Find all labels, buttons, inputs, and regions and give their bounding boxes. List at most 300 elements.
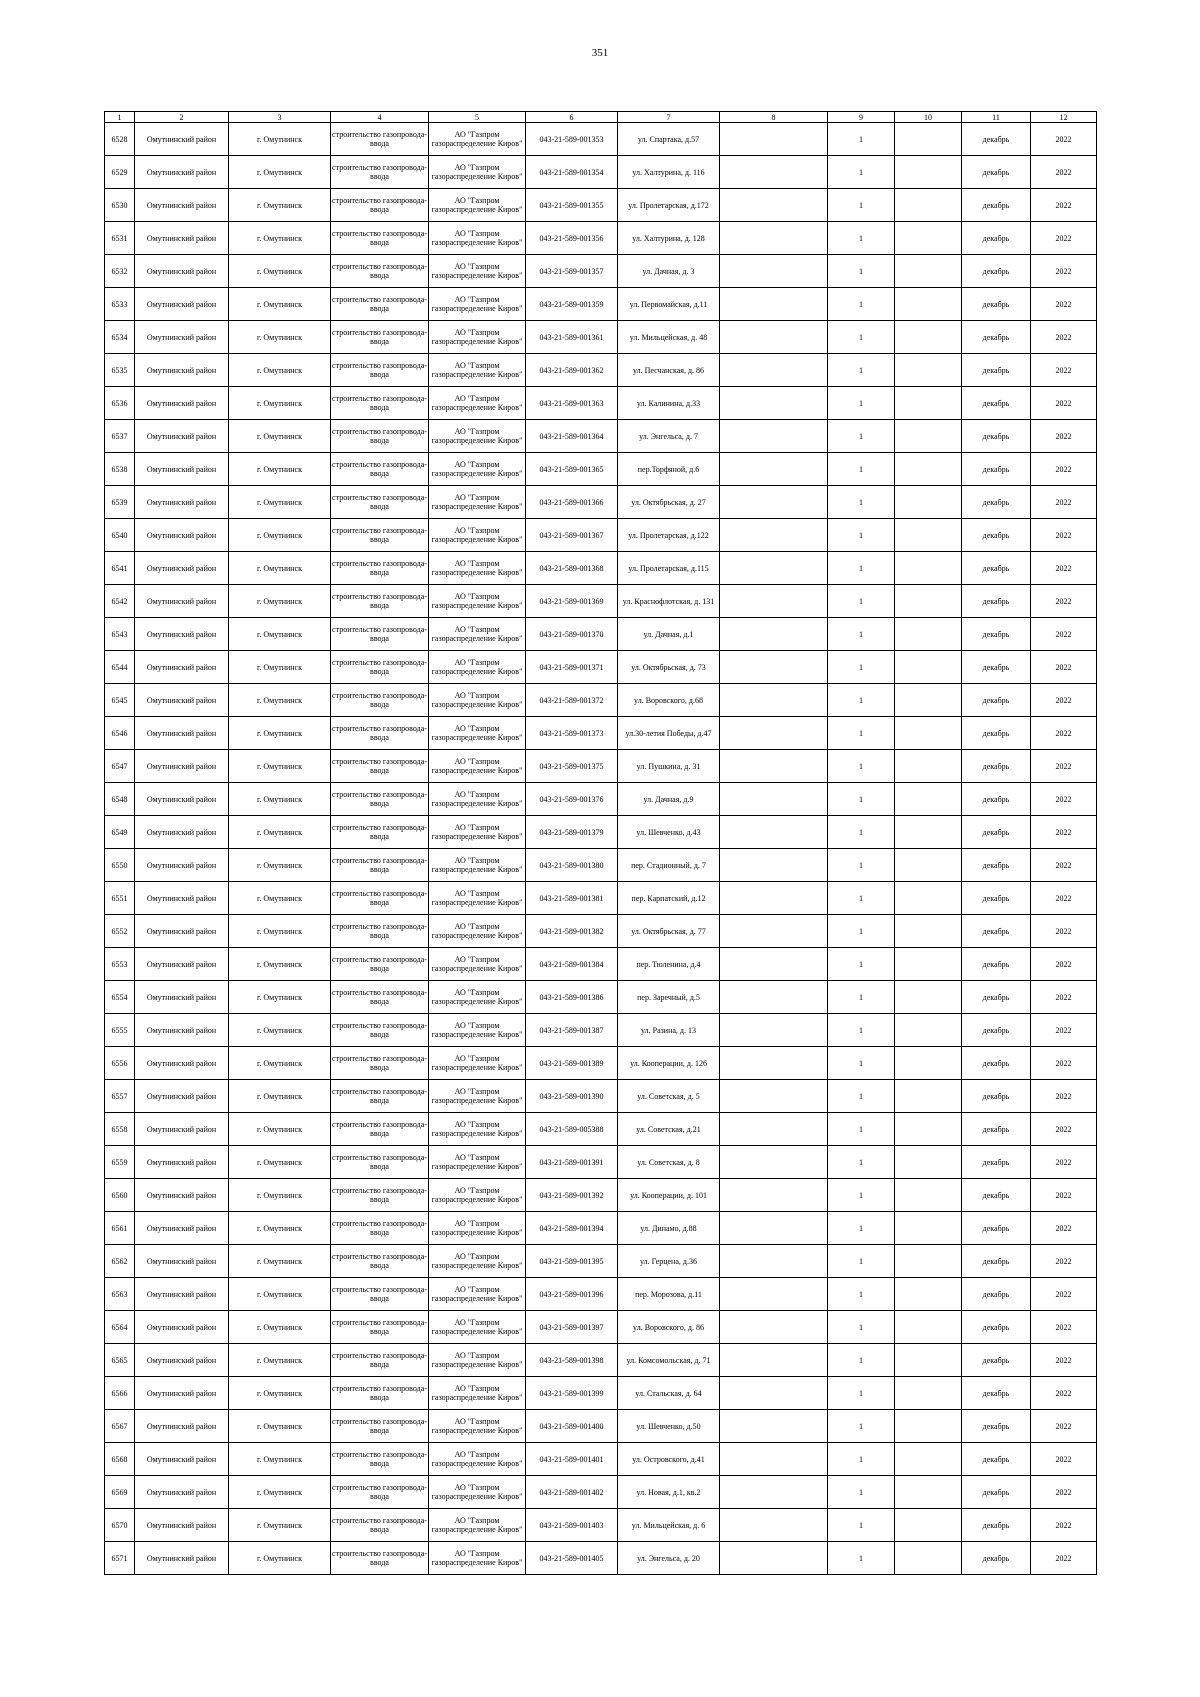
empty-column-10-cell xyxy=(895,750,962,783)
address-cell: ул. Стальская, д. 64 xyxy=(618,1377,720,1410)
table-row xyxy=(105,321,1097,354)
quantity-cell: 1 xyxy=(828,1542,895,1575)
row-number-cell: 6536 xyxy=(105,387,135,420)
month-cell: декабрь xyxy=(962,486,1031,519)
year-cell: 2022 xyxy=(1031,948,1097,981)
year-cell: 2022 xyxy=(1031,1278,1097,1311)
empty-column-8-cell xyxy=(720,618,828,651)
district-cell: Омутнинский район xyxy=(135,189,229,222)
column-header-7: 7 xyxy=(618,112,720,123)
year-cell: 2022 xyxy=(1031,1542,1097,1575)
locality-cell: г. Омутнинск xyxy=(229,1080,331,1113)
quantity-cell: 1 xyxy=(828,684,895,717)
month-cell: декабрь xyxy=(962,1410,1031,1443)
locality-cell: г. Омутнинск xyxy=(229,750,331,783)
empty-column-10-cell xyxy=(895,189,962,222)
district-cell: Омутнинский район xyxy=(135,882,229,915)
table-row xyxy=(105,618,1097,651)
year-cell: 2022 xyxy=(1031,1410,1097,1443)
organization-cell: АО "Газпром газораспределение Киров" xyxy=(429,453,526,486)
row-number-cell: 6539 xyxy=(105,486,135,519)
quantity-cell: 1 xyxy=(828,1047,895,1080)
table-row xyxy=(105,1311,1097,1344)
year-cell: 2022 xyxy=(1031,1344,1097,1377)
month-cell: декабрь xyxy=(962,354,1031,387)
district-cell: Омутнинский район xyxy=(135,1179,229,1212)
organization-cell: АО "Газпром газораспределение Киров" xyxy=(429,915,526,948)
month-cell: декабрь xyxy=(962,1146,1031,1179)
district-cell: Омутнинский район xyxy=(135,486,229,519)
district-cell: Омутнинский район xyxy=(135,552,229,585)
address-cell: ул. Мильцейская, д. 6 xyxy=(618,1509,720,1542)
organization-cell: АО "Газпром газораспределение Киров" xyxy=(429,816,526,849)
organization-cell: АО "Газпром газораспределение Киров" xyxy=(429,1212,526,1245)
quantity-cell: 1 xyxy=(828,123,895,156)
registry-number-cell: 043-21-589-001371 xyxy=(526,651,618,684)
year-cell: 2022 xyxy=(1031,816,1097,849)
month-cell: декабрь xyxy=(962,387,1031,420)
table-body xyxy=(105,123,1097,1575)
row-number-cell: 6567 xyxy=(105,1410,135,1443)
table-header xyxy=(105,112,1097,123)
work-type-cell: строительство газопровода-ввода xyxy=(331,1377,429,1410)
table-row xyxy=(105,453,1097,486)
work-type-cell: строительство газопровода-ввода xyxy=(331,849,429,882)
organization-cell: АО "Газпром газораспределение Киров" xyxy=(429,948,526,981)
registry-number-cell: 043-21-589-001400 xyxy=(526,1410,618,1443)
organization-cell: АО "Газпром газораспределение Киров" xyxy=(429,288,526,321)
work-type-cell: строительство газопровода-ввода xyxy=(331,453,429,486)
empty-column-10-cell xyxy=(895,618,962,651)
table-row xyxy=(105,1344,1097,1377)
row-number-cell: 6563 xyxy=(105,1278,135,1311)
year-cell: 2022 xyxy=(1031,684,1097,717)
district-cell: Омутнинский район xyxy=(135,783,229,816)
empty-column-10-cell xyxy=(895,288,962,321)
empty-column-10-cell xyxy=(895,783,962,816)
organization-cell: АО "Газпром газораспределение Киров" xyxy=(429,1377,526,1410)
table-row xyxy=(105,1179,1097,1212)
address-cell: ул. Островского, д.41 xyxy=(618,1443,720,1476)
empty-column-8-cell xyxy=(720,1311,828,1344)
empty-column-10-cell xyxy=(895,387,962,420)
row-number-cell: 6559 xyxy=(105,1146,135,1179)
table-row xyxy=(105,750,1097,783)
address-cell: ул. Спартака, д.57 xyxy=(618,123,720,156)
empty-column-8-cell xyxy=(720,1410,828,1443)
address-cell: ул. Первомайская, д.11 xyxy=(618,288,720,321)
work-type-cell: строительство газопровода-ввода xyxy=(331,1542,429,1575)
empty-column-8-cell xyxy=(720,915,828,948)
month-cell: декабрь xyxy=(962,1047,1031,1080)
empty-column-8-cell xyxy=(720,882,828,915)
column-header-11: 11 xyxy=(962,112,1031,123)
work-type-cell: строительство газопровода-ввода xyxy=(331,486,429,519)
column-header-10: 10 xyxy=(895,112,962,123)
quantity-cell: 1 xyxy=(828,486,895,519)
registry-number-cell: 043-21-589-001401 xyxy=(526,1443,618,1476)
locality-cell: г. Омутнинск xyxy=(229,1542,331,1575)
locality-cell: г. Омутнинск xyxy=(229,882,331,915)
empty-column-8-cell xyxy=(720,1476,828,1509)
organization-cell: АО "Газпром газораспределение Киров" xyxy=(429,354,526,387)
table-row xyxy=(105,288,1097,321)
row-number-cell: 6555 xyxy=(105,1014,135,1047)
locality-cell: г. Омутнинск xyxy=(229,123,331,156)
locality-cell: г. Омутнинск xyxy=(229,1146,331,1179)
address-cell: ул. Калинина, д.33 xyxy=(618,387,720,420)
year-cell: 2022 xyxy=(1031,585,1097,618)
month-cell: декабрь xyxy=(962,552,1031,585)
year-cell: 2022 xyxy=(1031,1476,1097,1509)
row-number-cell: 6554 xyxy=(105,981,135,1014)
work-type-cell: строительство газопровода-ввода xyxy=(331,750,429,783)
month-cell: декабрь xyxy=(962,519,1031,552)
quantity-cell: 1 xyxy=(828,552,895,585)
district-cell: Омутнинский район xyxy=(135,1047,229,1080)
empty-column-10-cell xyxy=(895,1410,962,1443)
registry-number-cell: 043-21-589-001392 xyxy=(526,1179,618,1212)
registry-number-cell: 043-21-589-001395 xyxy=(526,1245,618,1278)
organization-cell: АО "Газпром газораспределение Киров" xyxy=(429,981,526,1014)
row-number-cell: 6533 xyxy=(105,288,135,321)
empty-column-10-cell xyxy=(895,486,962,519)
district-cell: Омутнинский район xyxy=(135,387,229,420)
locality-cell: г. Омутнинск xyxy=(229,387,331,420)
quantity-cell: 1 xyxy=(828,1443,895,1476)
month-cell: декабрь xyxy=(962,651,1031,684)
organization-cell: АО "Газпром газораспределение Киров" xyxy=(429,783,526,816)
month-cell: декабрь xyxy=(962,1443,1031,1476)
locality-cell: г. Омутнинск xyxy=(229,156,331,189)
empty-column-10-cell xyxy=(895,1113,962,1146)
row-number-cell: 6558 xyxy=(105,1113,135,1146)
address-cell: ул. Песчанская, д. 86 xyxy=(618,354,720,387)
table-row xyxy=(105,486,1097,519)
month-cell: декабрь xyxy=(962,684,1031,717)
row-number-cell: 6528 xyxy=(105,123,135,156)
month-cell: декабрь xyxy=(962,981,1031,1014)
work-type-cell: строительство газопровода-ввода xyxy=(331,1278,429,1311)
column-header-8: 8 xyxy=(720,112,828,123)
work-type-cell: строительство газопровода-ввода xyxy=(331,1476,429,1509)
year-cell: 2022 xyxy=(1031,1212,1097,1245)
month-cell: декабрь xyxy=(962,1080,1031,1113)
address-cell: ул. Советская, д. 5 xyxy=(618,1080,720,1113)
organization-cell: АО "Газпром газораспределение Киров" xyxy=(429,1179,526,1212)
district-cell: Омутнинский район xyxy=(135,1212,229,1245)
address-cell: ул. Пролетарская, д.115 xyxy=(618,552,720,585)
month-cell: декабрь xyxy=(962,156,1031,189)
year-cell: 2022 xyxy=(1031,354,1097,387)
empty-column-10-cell xyxy=(895,882,962,915)
registry-number-cell: 043-21-589-001361 xyxy=(526,321,618,354)
address-cell: ул. Советская, д. 8 xyxy=(618,1146,720,1179)
quantity-cell: 1 xyxy=(828,1344,895,1377)
table-row xyxy=(105,123,1097,156)
organization-cell: АО "Газпром газораспределение Киров" xyxy=(429,882,526,915)
organization-cell: АО "Газпром газораспределение Киров" xyxy=(429,618,526,651)
month-cell: декабрь xyxy=(962,1476,1031,1509)
empty-column-8-cell xyxy=(720,1344,828,1377)
address-cell: пер. Морозова, д.11 xyxy=(618,1278,720,1311)
empty-column-8-cell xyxy=(720,849,828,882)
month-cell: декабрь xyxy=(962,948,1031,981)
organization-cell: АО "Газпром газораспределение Киров" xyxy=(429,321,526,354)
organization-cell: АО "Газпром газораспределение Киров" xyxy=(429,1476,526,1509)
address-cell: ул. Октябрьская, д. 27 xyxy=(618,486,720,519)
table-row xyxy=(105,1476,1097,1509)
row-number-cell: 6546 xyxy=(105,717,135,750)
address-cell: ул. Советская, д.21 xyxy=(618,1113,720,1146)
locality-cell: г. Омутнинск xyxy=(229,1179,331,1212)
district-cell: Омутнинский район xyxy=(135,1476,229,1509)
month-cell: декабрь xyxy=(962,717,1031,750)
month-cell: декабрь xyxy=(962,123,1031,156)
month-cell: декабрь xyxy=(962,1245,1031,1278)
empty-column-8-cell xyxy=(720,486,828,519)
organization-cell: АО "Газпром газораспределение Киров" xyxy=(429,1344,526,1377)
registry-number-cell: 043-21-589-001399 xyxy=(526,1377,618,1410)
quantity-cell: 1 xyxy=(828,750,895,783)
year-cell: 2022 xyxy=(1031,453,1097,486)
registry-number-cell: 043-21-589-001402 xyxy=(526,1476,618,1509)
organization-cell: АО "Газпром газораспределение Киров" xyxy=(429,1542,526,1575)
district-cell: Омутнинский район xyxy=(135,156,229,189)
month-cell: декабрь xyxy=(962,1377,1031,1410)
registry-number-cell: 043-21-589-001376 xyxy=(526,783,618,816)
work-type-cell: строительство газопровода-ввода xyxy=(331,1245,429,1278)
month-cell: декабрь xyxy=(962,1113,1031,1146)
table-row xyxy=(105,585,1097,618)
registry-number-cell: 043-21-589-001363 xyxy=(526,387,618,420)
district-cell: Омутнинский район xyxy=(135,1410,229,1443)
empty-column-10-cell xyxy=(895,354,962,387)
registry-number-cell: 043-21-589-001357 xyxy=(526,255,618,288)
empty-column-8-cell xyxy=(720,783,828,816)
table-row xyxy=(105,189,1097,222)
row-number-cell: 6543 xyxy=(105,618,135,651)
column-header-12: 12 xyxy=(1031,112,1097,123)
district-cell: Омутнинский район xyxy=(135,1311,229,1344)
row-number-cell: 6549 xyxy=(105,816,135,849)
organization-cell: АО "Газпром газораспределение Киров" xyxy=(429,1245,526,1278)
district-cell: Омутнинский район xyxy=(135,1245,229,1278)
work-type-cell: строительство газопровода-ввода xyxy=(331,1311,429,1344)
empty-column-8-cell xyxy=(720,1278,828,1311)
registry-number-cell: 043-21-589-001391 xyxy=(526,1146,618,1179)
table-row xyxy=(105,156,1097,189)
table-row xyxy=(105,255,1097,288)
table-row xyxy=(105,915,1097,948)
work-type-cell: строительство газопровода-ввода xyxy=(331,981,429,1014)
month-cell: декабрь xyxy=(962,453,1031,486)
year-cell: 2022 xyxy=(1031,1377,1097,1410)
column-header-2: 2 xyxy=(135,112,229,123)
year-cell: 2022 xyxy=(1031,783,1097,816)
table-row xyxy=(105,1377,1097,1410)
registry-number-cell: 043-21-589-001356 xyxy=(526,222,618,255)
work-type-cell: строительство газопровода-ввода xyxy=(331,156,429,189)
address-cell: ул. Шевченко, д.50 xyxy=(618,1410,720,1443)
gas-connection-register-table xyxy=(104,111,1097,1575)
registry-number-cell: 043-21-589-001364 xyxy=(526,420,618,453)
locality-cell: г. Омутнинск xyxy=(229,453,331,486)
registry-number-cell: 043-21-589-001381 xyxy=(526,882,618,915)
quantity-cell: 1 xyxy=(828,1509,895,1542)
locality-cell: г. Омутнинск xyxy=(229,1476,331,1509)
quantity-cell: 1 xyxy=(828,981,895,1014)
district-cell: Омутнинский район xyxy=(135,816,229,849)
locality-cell: г. Омутнинск xyxy=(229,222,331,255)
table-row xyxy=(105,1245,1097,1278)
locality-cell: г. Омутнинск xyxy=(229,1014,331,1047)
empty-column-8-cell xyxy=(720,123,828,156)
row-number-cell: 6570 xyxy=(105,1509,135,1542)
organization-cell: АО "Газпром газораспределение Киров" xyxy=(429,519,526,552)
district-cell: Омутнинский район xyxy=(135,1278,229,1311)
row-number-cell: 6557 xyxy=(105,1080,135,1113)
quantity-cell: 1 xyxy=(828,1212,895,1245)
month-cell: декабрь xyxy=(962,849,1031,882)
month-cell: декабрь xyxy=(962,255,1031,288)
empty-column-8-cell xyxy=(720,189,828,222)
year-cell: 2022 xyxy=(1031,519,1097,552)
empty-column-10-cell xyxy=(895,915,962,948)
work-type-cell: строительство газопровода-ввода xyxy=(331,816,429,849)
row-number-cell: 6550 xyxy=(105,849,135,882)
empty-column-10-cell xyxy=(895,1311,962,1344)
column-header-3: 3 xyxy=(229,112,331,123)
address-cell: ул. Краснофлотская, д. 131 xyxy=(618,585,720,618)
quantity-cell: 1 xyxy=(828,519,895,552)
work-type-cell: строительство газопровода-ввода xyxy=(331,222,429,255)
locality-cell: г. Омутнинск xyxy=(229,915,331,948)
work-type-cell: строительство газопровода-ввода xyxy=(331,255,429,288)
organization-cell: АО "Газпром газораспределение Киров" xyxy=(429,717,526,750)
organization-cell: АО "Газпром газораспределение Киров" xyxy=(429,255,526,288)
quantity-cell: 1 xyxy=(828,156,895,189)
locality-cell: г. Омутнинск xyxy=(229,717,331,750)
quantity-cell: 1 xyxy=(828,1245,895,1278)
table-row xyxy=(105,981,1097,1014)
row-number-cell: 6566 xyxy=(105,1377,135,1410)
work-type-cell: строительство газопровода-ввода xyxy=(331,1509,429,1542)
column-header-5: 5 xyxy=(429,112,526,123)
address-cell: ул. Пушкина, д. 31 xyxy=(618,750,720,783)
row-number-cell: 6571 xyxy=(105,1542,135,1575)
quantity-cell: 1 xyxy=(828,948,895,981)
year-cell: 2022 xyxy=(1031,552,1097,585)
year-cell: 2022 xyxy=(1031,255,1097,288)
district-cell: Омутнинский район xyxy=(135,1113,229,1146)
empty-column-8-cell xyxy=(720,1080,828,1113)
year-cell: 2022 xyxy=(1031,1113,1097,1146)
locality-cell: г. Омутнинск xyxy=(229,1443,331,1476)
registry-number-cell: 043-21-589-001370 xyxy=(526,618,618,651)
column-number-row xyxy=(105,112,1097,123)
work-type-cell: строительство газопровода-ввода xyxy=(331,123,429,156)
locality-cell: г. Омутнинск xyxy=(229,1311,331,1344)
registry-number-cell: 043-21-589-001366 xyxy=(526,486,618,519)
table-row xyxy=(105,387,1097,420)
locality-cell: г. Омутнинск xyxy=(229,816,331,849)
address-cell: ул.30-летия Победы, д.47 xyxy=(618,717,720,750)
locality-cell: г. Омутнинск xyxy=(229,849,331,882)
work-type-cell: строительство газопровода-ввода xyxy=(331,354,429,387)
year-cell: 2022 xyxy=(1031,1443,1097,1476)
empty-column-8-cell xyxy=(720,981,828,1014)
page-number: 351 xyxy=(591,47,609,59)
organization-cell: АО "Газпром газораспределение Киров" xyxy=(429,222,526,255)
empty-column-10-cell xyxy=(895,552,962,585)
registry-number-cell: 043-21-589-001386 xyxy=(526,981,618,1014)
empty-column-10-cell xyxy=(895,651,962,684)
month-cell: декабрь xyxy=(962,783,1031,816)
district-cell: Омутнинский район xyxy=(135,1443,229,1476)
organization-cell: АО "Газпром газораспределение Киров" xyxy=(429,1146,526,1179)
organization-cell: АО "Газпром газораспределение Киров" xyxy=(429,1113,526,1146)
registry-number-cell: 043-21-589-001398 xyxy=(526,1344,618,1377)
row-number-cell: 6568 xyxy=(105,1443,135,1476)
year-cell: 2022 xyxy=(1031,156,1097,189)
registry-number-cell: 043-21-589-001354 xyxy=(526,156,618,189)
row-number-cell: 6560 xyxy=(105,1179,135,1212)
quantity-cell: 1 xyxy=(828,1311,895,1344)
registry-number-cell: 043-21-589-001380 xyxy=(526,849,618,882)
registry-number-cell: 043-21-589-001373 xyxy=(526,717,618,750)
quantity-cell: 1 xyxy=(828,288,895,321)
locality-cell: г. Омутнинск xyxy=(229,321,331,354)
year-cell: 2022 xyxy=(1031,321,1097,354)
empty-column-10-cell xyxy=(895,981,962,1014)
year-cell: 2022 xyxy=(1031,420,1097,453)
registry-number-cell: 043-21-589-001382 xyxy=(526,915,618,948)
quantity-cell: 1 xyxy=(828,354,895,387)
row-number-cell: 6561 xyxy=(105,1212,135,1245)
empty-column-10-cell xyxy=(895,1179,962,1212)
address-cell: пер. Заречный, д.5 xyxy=(618,981,720,1014)
table-row xyxy=(105,420,1097,453)
empty-column-10-cell xyxy=(895,1542,962,1575)
empty-column-8-cell xyxy=(720,1509,828,1542)
address-cell: пер. Стадионный, д. 7 xyxy=(618,849,720,882)
row-number-cell: 6548 xyxy=(105,783,135,816)
empty-column-10-cell xyxy=(895,222,962,255)
empty-column-8-cell xyxy=(720,255,828,288)
registry-number-cell: 043-21-589-005388 xyxy=(526,1113,618,1146)
empty-column-10-cell xyxy=(895,1146,962,1179)
organization-cell: АО "Газпром газораспределение Киров" xyxy=(429,1443,526,1476)
row-number-cell: 6562 xyxy=(105,1245,135,1278)
organization-cell: АО "Газпром газораспределение Киров" xyxy=(429,849,526,882)
year-cell: 2022 xyxy=(1031,1311,1097,1344)
district-cell: Омутнинский район xyxy=(135,750,229,783)
work-type-cell: строительство газопровода-ввода xyxy=(331,1146,429,1179)
work-type-cell: строительство газопровода-ввода xyxy=(331,288,429,321)
quantity-cell: 1 xyxy=(828,1410,895,1443)
address-cell: ул. Мильцейская, д. 48 xyxy=(618,321,720,354)
district-cell: Омутнинский район xyxy=(135,981,229,1014)
quantity-cell: 1 xyxy=(828,321,895,354)
column-header-6: 6 xyxy=(526,112,618,123)
year-cell: 2022 xyxy=(1031,1047,1097,1080)
empty-column-8-cell xyxy=(720,354,828,387)
empty-column-8-cell xyxy=(720,1014,828,1047)
row-number-cell: 6541 xyxy=(105,552,135,585)
empty-column-10-cell xyxy=(895,321,962,354)
district-cell: Омутнинский район xyxy=(135,651,229,684)
